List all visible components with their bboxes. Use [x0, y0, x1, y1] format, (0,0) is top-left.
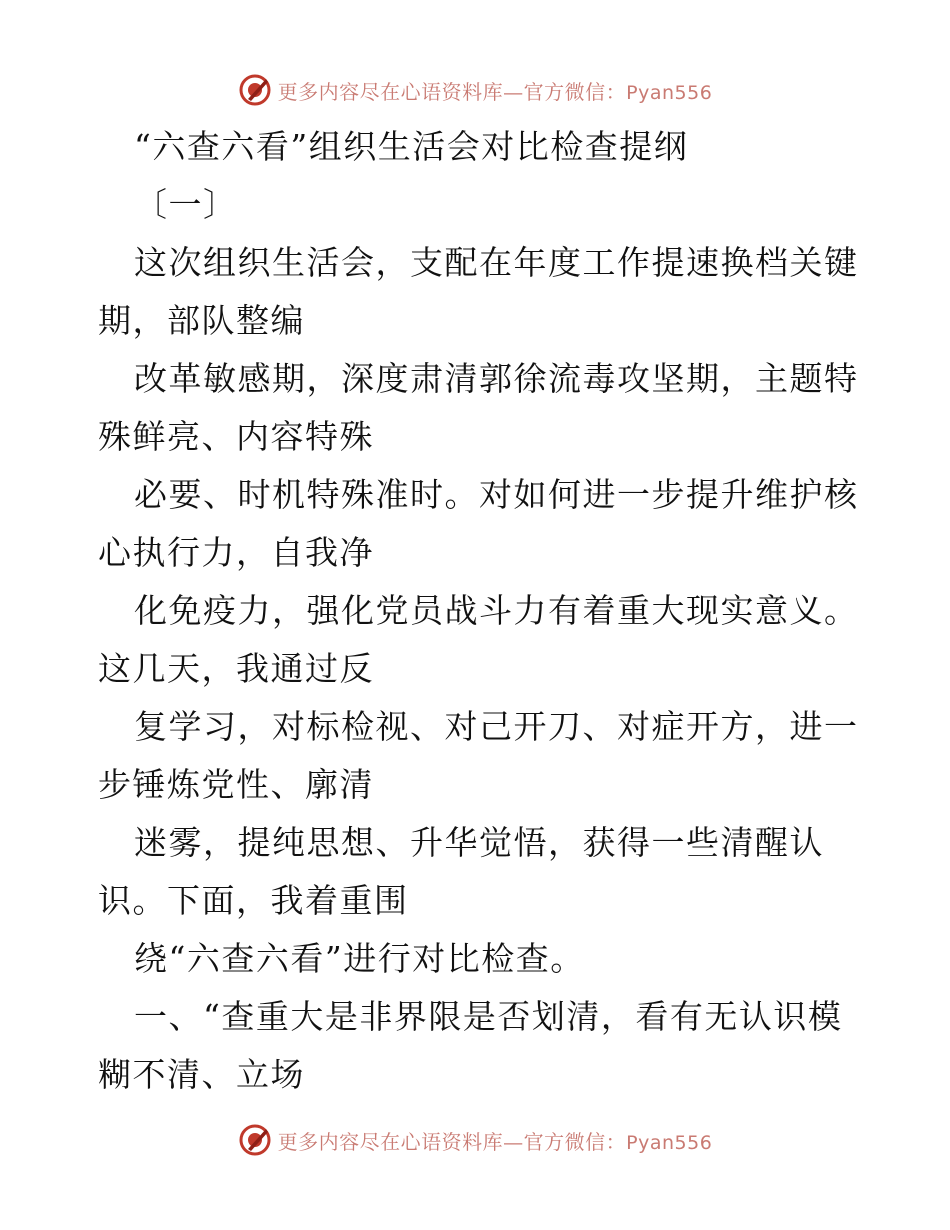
- quill-seal-icon: [238, 73, 272, 107]
- paragraph-line: 复学习，对标检视、对己开刀、对症开方，进一: [134, 707, 859, 746]
- paragraph-line: 步锤炼党性、廓清: [98, 765, 374, 804]
- footer-watermark: [0, 1120, 950, 1160]
- paragraph-line: 化免疫力，强化党员战斗力有着重大现实意义。: [134, 591, 859, 630]
- paragraph-line: 这几天，我通过反: [98, 649, 374, 688]
- section-number: 〔一〕: [134, 185, 238, 224]
- paragraph-line: 殊鲜亮、内容特殊: [98, 417, 374, 456]
- paragraph-line: 改革敏感期，深度肃清郭徐流毒攻坚期，主题特: [134, 359, 859, 398]
- header-watermark: [0, 70, 950, 110]
- section-heading: 一、“查重大是非界限是否划清，看有无认识模: [134, 997, 843, 1036]
- paragraph-line: 必要、时机特殊准时。对如何进一步提升维护核: [134, 475, 859, 514]
- watermark-account: Pyan556: [626, 1131, 713, 1154]
- quill-seal-icon: [238, 1123, 272, 1157]
- paragraph-line: 迷雾，提纯思想、升华觉悟，获得一些清醒认: [134, 823, 824, 862]
- document-title: “六查六看”组织生活会对比检查提纲: [134, 127, 689, 166]
- watermark-account: Pyan556: [626, 81, 713, 104]
- watermark-text: 更多内容尽在心语资料库—官方微信：: [277, 79, 627, 104]
- paragraph-line: 这次组织生活会，支配在年度工作提速换档关键: [134, 243, 859, 282]
- paragraph-line: 期，部队整编: [98, 301, 305, 340]
- document-body: [98, 118, 858, 1104]
- paragraph-line: 识。下面，我着重围: [98, 881, 409, 920]
- paragraph-line: 糊不清、立场: [98, 1055, 305, 1094]
- paragraph-line: 绕“六查六看”进行对比检查。: [134, 939, 585, 978]
- paragraph-line: 心执行力，自我净: [98, 533, 374, 572]
- watermark-text: 更多内容尽在心语资料库—官方微信：: [277, 1129, 627, 1154]
